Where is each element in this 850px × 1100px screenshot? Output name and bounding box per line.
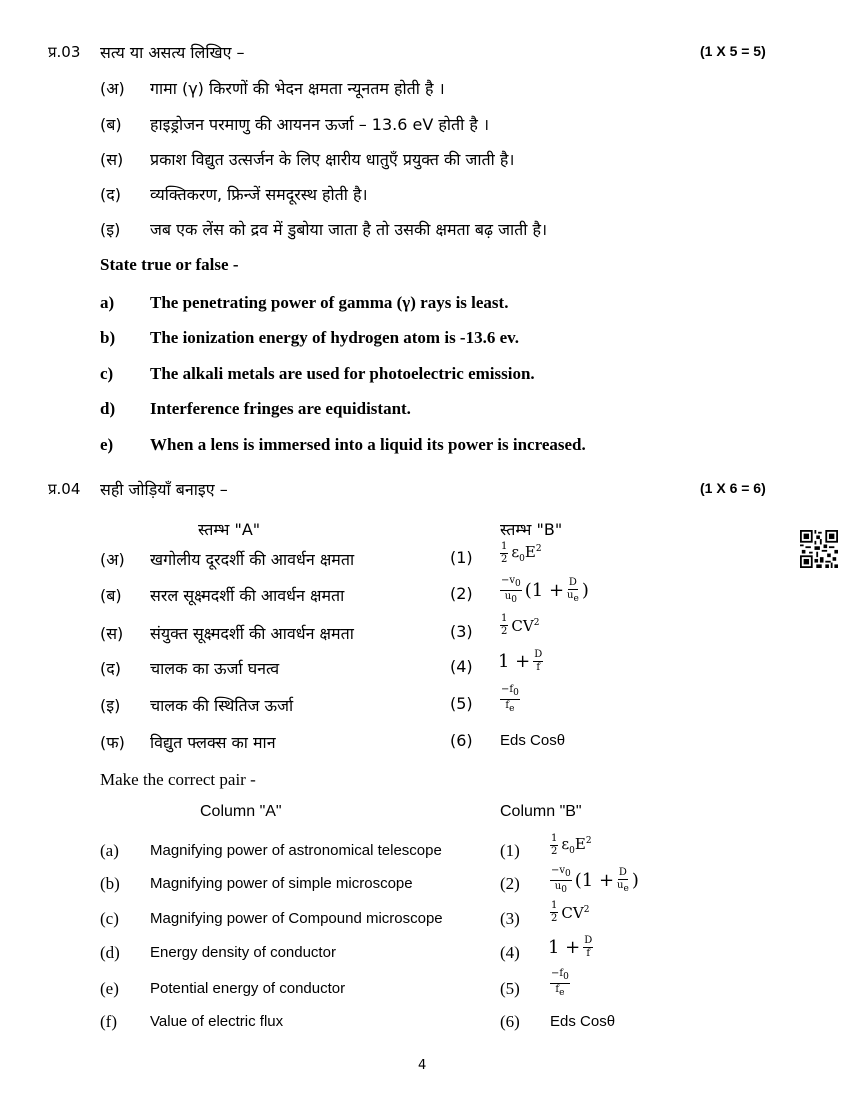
q4-hindi-item-1: खगोलीय दूरदर्शी की आवर्धन क्षमता: [150, 550, 355, 569]
q3-hindi-item-3: प्रकाश विद्युत उत्सर्जन के लिए क्षारीय धातुएँ प्रयुक्त की जाती है।: [150, 150, 515, 169]
q3-hindi-label-5: (इ): [100, 220, 121, 239]
q4-english-num-5: (5): [500, 979, 520, 998]
q4-english-num-2: (2): [500, 874, 520, 893]
question-4-title-hindi: सही जोड़ियाँ बनाइए –: [100, 480, 228, 499]
q3-hindi-item-5: जब एक लेंस को द्रव में डुबोया जाता है तो उसकी क्षमता बढ़ जाती है।: [150, 220, 548, 239]
q4-hindi-item-6: विद्युत फ्लक्स का मान: [150, 733, 276, 752]
column-a-heading-hindi: स्तम्भ "A": [198, 520, 261, 539]
q4-english-num-1: (1): [500, 841, 520, 860]
q3-english-label-b: b): [100, 328, 116, 347]
question-4-marks: (1 X 6 = 6): [700, 480, 766, 496]
q4-hindi-label-5: (इ): [100, 696, 121, 715]
q4-hindi-num-1: (1): [450, 548, 473, 567]
q4-hindi-item-5: चालक की स्थितिज ऊर्जा: [150, 696, 294, 715]
q4-english-item-e: Potential energy of conductor: [150, 980, 346, 997]
q4-english-label-c: (c): [100, 909, 119, 928]
formula-potential-energy-en: $\frac{1}{2}$ $CV^2$: [551, 900, 590, 924]
formula-compound-microscope-en: $\frac{-v_0}{u_0}$ (1 + $\frac{D}{u_e}$ ): [551, 865, 639, 895]
q4-hindi-label-1: (अ): [100, 550, 125, 569]
q4-hindi-item-4: चालक का ऊर्जा घनत्व: [150, 659, 280, 678]
column-b-heading-english: Column "B": [500, 803, 582, 820]
q4-english-label-b: (b): [100, 874, 120, 893]
q4-hindi-item-3: संयुक्त सूक्ष्मदर्शी की आवर्धन क्षमता: [150, 624, 354, 643]
q4-english-label-e: (e): [100, 979, 119, 998]
q4-hindi-item-2: सरल सूक्ष्मदर्शी की आवर्धन क्षमता: [150, 586, 345, 605]
formula-simple-microscope-en: 1 + $\frac{D}{f}$: [548, 935, 593, 959]
formula-telescope-en: $\frac{-f_0}{f_e}$: [551, 968, 569, 998]
q3-hindi-item-1: गामा (γ) किरणों की भेदन क्षमता न्यूनतम होती है ।: [150, 79, 445, 98]
q3-hindi-label-4: (द): [100, 185, 121, 204]
q4-english-label-f: (f): [100, 1012, 117, 1031]
q4-hindi-label-4: (द): [100, 659, 121, 678]
q3-english-label-d: d): [100, 399, 116, 418]
formula-potential-energy: $\frac{1}{2}$ $CV^2$: [501, 613, 540, 637]
q3-hindi-label-2: (ब): [100, 115, 122, 134]
formula-energy-density: $\frac{1}{2}$ $\varepsilon_0E^2$: [501, 541, 542, 565]
page-number: 4: [418, 1058, 427, 1073]
question-3-number: प्र.03: [48, 43, 81, 61]
q4-english-title: Make the correct pair -: [100, 770, 256, 789]
formula-telescope: $\frac{-f_0}{f_e}$: [501, 684, 519, 714]
formula-electric-flux-en: Eds Cosθ: [550, 1013, 616, 1030]
q3-hindi-label-1: (अ): [100, 79, 125, 98]
q4-hindi-num-6: (6): [450, 731, 473, 750]
q4-english-num-4: (4): [500, 943, 520, 962]
q4-hindi-label-3: (स): [100, 624, 124, 643]
q4-english-item-b: Magnifying power of simple microscope: [150, 875, 413, 892]
q4-hindi-num-5: (5): [450, 694, 473, 713]
q3-english-item-a: The penetrating power of gamma (γ) rays is least.: [150, 293, 509, 312]
q3-english-item-c: The alkali metals are used for photoelectric emission.: [150, 364, 535, 383]
q4-english-item-c: Magnifying power of Compound microscope: [150, 910, 443, 927]
column-b-heading-hindi: स्तम्भ "B": [500, 520, 563, 539]
q3-hindi-item-2: हाइड्रोजन परमाणु की आयनन ऊर्जा – 13.6 eV होती है ।: [150, 115, 490, 134]
question-4-number: प्र.04: [48, 480, 81, 498]
q4-hindi-label-2: (ब): [100, 586, 122, 605]
q4-hindi-num-2: (2): [450, 584, 473, 603]
q4-english-label-a: (a): [100, 841, 119, 860]
q4-hindi-num-3: (3): [450, 622, 473, 641]
q3-hindi-item-4: व्यक्तिकरण, फ्रिन्जें समदूरस्थ होती है।: [150, 185, 368, 204]
q3-english-title: State true or false -: [100, 255, 239, 274]
q3-english-item-d: Interference fringes are equidistant.: [150, 399, 411, 418]
q3-english-item-b: The ionization energy of hydrogen atom is -13.6 ev.: [150, 328, 519, 347]
q3-hindi-label-3: (स): [100, 150, 124, 169]
q3-english-item-e: When a lens is immersed into a liquid its power is increased.: [150, 435, 586, 454]
formula-electric-flux: Eds Cosθ: [500, 732, 566, 749]
q3-english-label-c: c): [100, 364, 114, 383]
formula-simple-microscope: 1 + $\frac{D}{f}$: [498, 649, 543, 673]
q3-english-label-e: e): [100, 435, 114, 454]
q4-english-item-a: Magnifying power of astronomical telescope: [150, 842, 442, 859]
q4-english-num-3: (3): [500, 909, 520, 928]
q4-hindi-num-4: (4): [450, 657, 473, 676]
q4-english-num-6: (6): [500, 1012, 520, 1031]
question-3-title-hindi: सत्य या असत्य लिखिए –: [100, 43, 245, 62]
formula-energy-density-en: $\frac{1}{2}$ $\varepsilon_0E^2$: [551, 833, 592, 857]
formula-compound-microscope: $\frac{-v_0}{u_0}$ (1 + $\frac{D}{u_e}$ ): [501, 575, 589, 605]
qr-code: [800, 530, 838, 568]
q4-english-label-d: (d): [100, 943, 120, 962]
q3-english-label-a: a): [100, 293, 115, 312]
q4-english-item-f: Value of electric flux: [150, 1013, 284, 1030]
question-3-marks: (1 X 5 = 5): [700, 43, 766, 59]
column-a-heading-english: Column "A": [200, 803, 282, 820]
q4-english-item-d: Energy density of conductor: [150, 944, 336, 961]
q4-hindi-label-6: (फ): [100, 733, 125, 752]
